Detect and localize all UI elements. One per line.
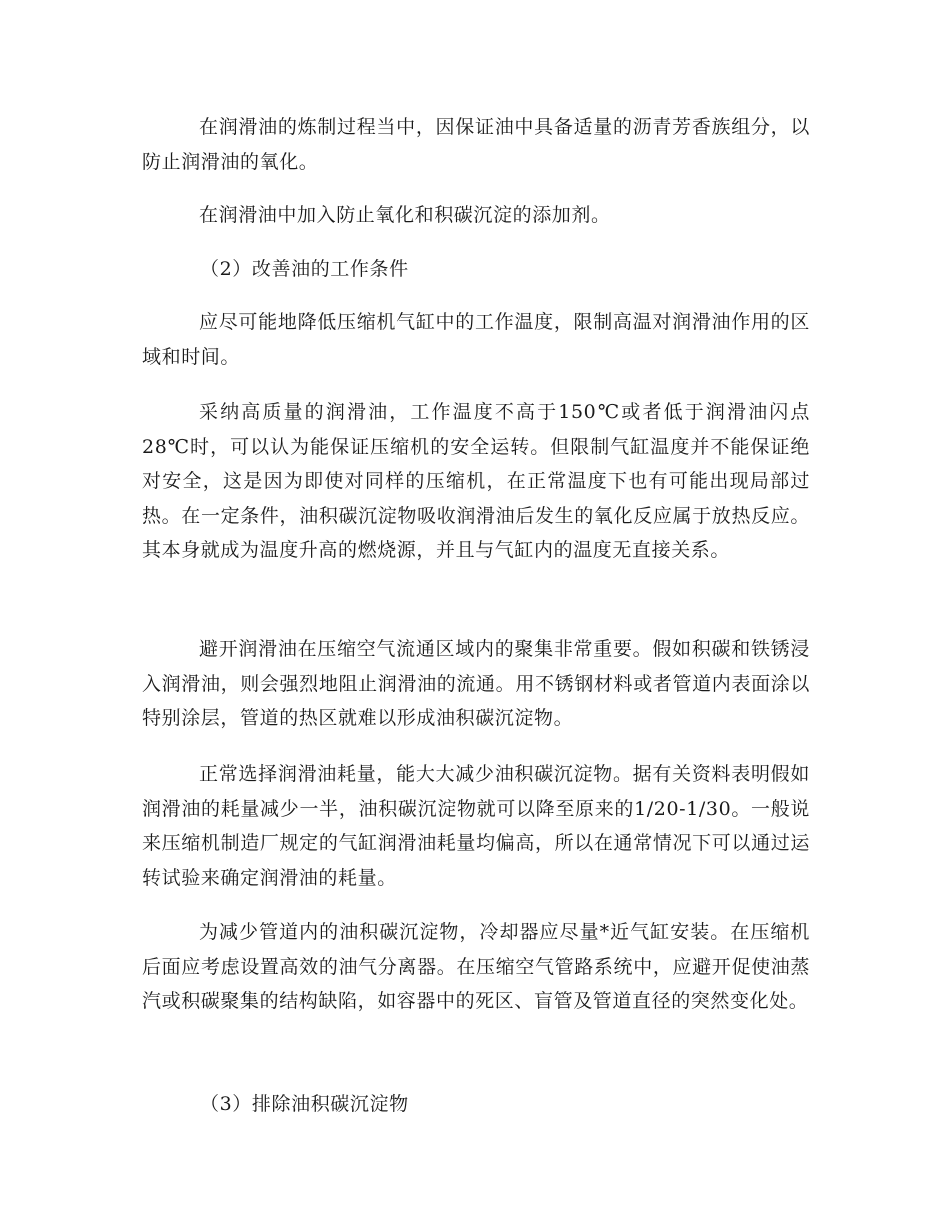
paragraph-avoid-accumulation: 避开润滑油在压缩空气流通区域内的聚集非常重要。假如积碳和铁锈浸入润滑油，则会强烈地阻止润滑油的流通。用不锈钢材料或者管道内表面涂以特别涂层，管道的热区就难以形成油积碳沉淀物。 xyxy=(142,638,810,729)
paragraph-refining: 在润滑油的炼制过程当中，因保证油中具备适量的沥青芳香族组分，以防止润滑油的氧化。 xyxy=(142,116,810,173)
paragraph-reduce-deposits: 为减少管道内的油积碳沉淀物，冷却器应尽量*近气缸安装。在压缩机后面应考虑设置高效的油气分离器。在压缩空气管路系统中，应避开促使油蒸汽或积碳聚集的结构缺陷，如容器中的死区、盲管及管道直径的突然变化处。 xyxy=(142,921,810,1012)
section-heading-remove-deposits: （3）排除油积碳沉淀物 xyxy=(200,1093,409,1115)
paragraph-lower-temperature: 应尽可能地降低压缩机气缸中的工作温度，限制高温对润滑油作用的区域和时间。 xyxy=(142,311,810,368)
section-heading-working-conditions: （2）改善油的工作条件 xyxy=(200,258,409,280)
paragraph-additives: 在润滑油中加入防止氧化和积碳沉淀的添加剂。 xyxy=(199,204,611,226)
paragraph-oil-consumption: 正常选择润滑油耗量，能大大减少油积碳沉淀物。据有关资料表明假如润滑油的耗量减少一半，油积碳沉淀物就可以降至原来的1/20-1/30。一般说来压缩机制造厂规定的气缸润滑油耗量均偏高，所以在通常情况下可以通过运转试验来确定润滑油的耗量。 xyxy=(142,763,810,889)
paragraph-high-quality-oil: 采纳高质量的润滑油，工作温度不高于150℃或者低于润滑油闪点28℃时，可以认为能保证压缩机的安全运转。但限制气缸温度并不能保证绝对安全，这是因为即使对同样的压缩机，在正常温度下也有可能出现局部过热。在一定条件，油积碳沉淀物吸收润滑油后发生的氧化反应属于放热反应。其本身就成为温度升高的燃烧源，并且与气缸内的温度无直接关系。 xyxy=(142,401,810,561)
